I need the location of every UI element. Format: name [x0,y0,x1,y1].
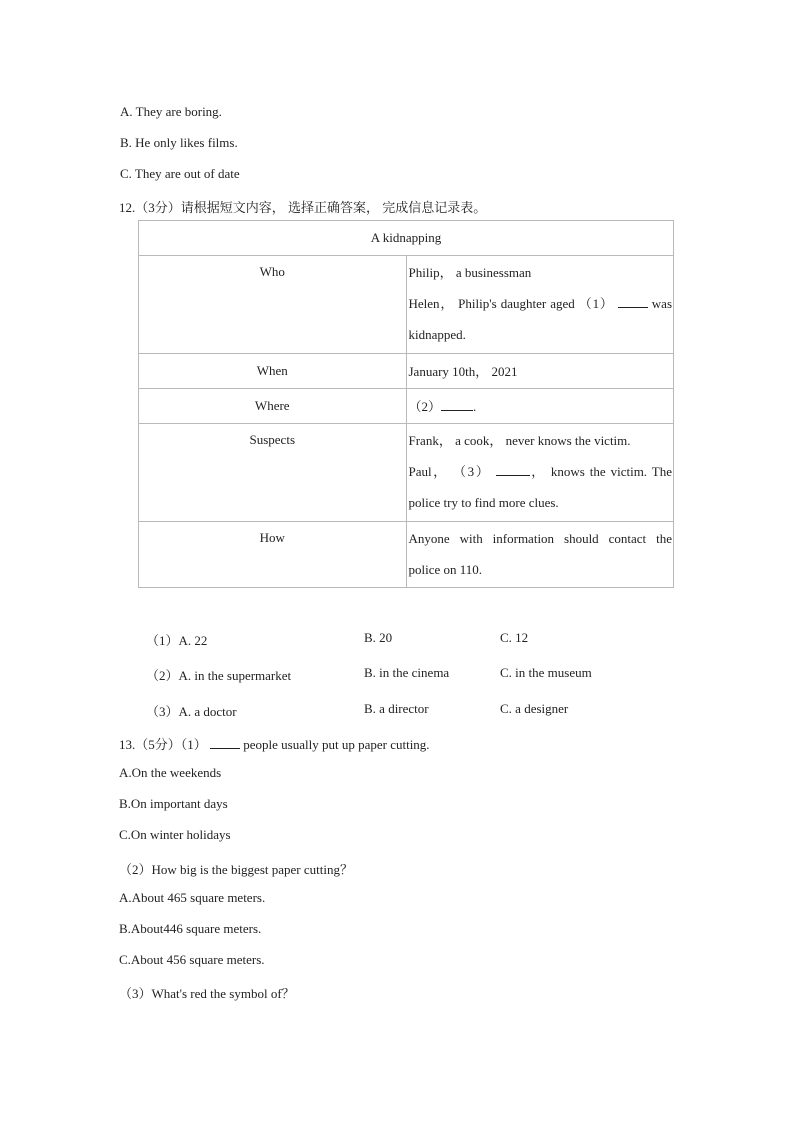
suspects-label: Suspects [139,424,407,522]
blank-2[interactable] [441,399,473,411]
table-heading: A kidnapping [139,221,674,256]
where-post: . [473,398,477,414]
q13-1-option-c[interactable]: C.On winter holidays [119,827,231,842]
suspects-line2-post: ， knows the victim. The police try to find more clues. [408,464,672,510]
suspects-value [406,424,674,522]
where-pre: （2） [408,398,442,414]
when-label: When [139,354,407,389]
info-record-table [138,220,674,588]
q11-option-a: A. They are boring. [120,104,222,119]
q13-blank-1[interactable] [210,737,240,749]
q13-1-option-b[interactable]: B.On important days [119,796,228,811]
q13-title-post: people usually put up paper cutting. [243,737,430,752]
q12-choice-2b[interactable]: B. in the cinema [364,665,450,680]
q12-choice-1c[interactable]: C. 12 [500,630,529,645]
who-line1: Philip， a businessman [408,265,532,280]
q12-choice-2c[interactable]: C. in the museum [500,665,592,680]
q12-title: 12.（3分）请根据短文内容， 选择正确答案， 完成信息记录表。 [119,200,487,215]
q13-2-stem: （2）How big is the biggest paper cutting？ [119,862,353,877]
q13-1-option-a[interactable]: A.On the weekends [119,765,222,780]
q13-2-option-c[interactable]: C.About 456 square meters. [119,952,265,967]
q12-choice-3b[interactable]: B. a director [364,701,429,716]
suspects-line2-pre: Paul， （3） [408,464,491,479]
where-value [406,389,674,424]
q13-2-option-a[interactable]: A.About 465 square meters. [119,890,266,905]
q11-option-b: B. He only likes films. [120,135,238,150]
who-line2-pre: Helen， Philip's daughter aged （1） [408,296,614,311]
how-label: How [139,522,407,588]
when-value: January 10th， 2021 [406,354,674,389]
q12-choice-1b[interactable]: B. 20 [364,630,393,645]
q13-title-pre: 13.（5分）（1） [119,737,207,752]
q13-3-stem: （3）What's red the symbol of？ [119,986,295,1001]
q13-2-option-b[interactable]: B.About446 square meters. [119,921,262,936]
who-label: Who [139,256,407,354]
where-label: Where [139,389,407,424]
blank-1[interactable] [618,296,648,308]
how-value: Anyone with information should contact the police on 110. [406,522,674,588]
who-line2-post: was kidnapped. [408,296,672,342]
who-value [406,256,674,354]
suspects-line1: Frank， a cook， never knows the victim. [408,433,631,448]
q11-option-c: C. They are out of date [120,166,240,181]
q12-choice-1a[interactable]: （1）A. 22 [146,633,208,648]
q12-choice-2a[interactable]: （2）A. in the supermarket [146,668,292,683]
q12-choice-3a[interactable]: （3）A. a doctor [146,704,237,719]
q13-title [119,734,430,753]
blank-3[interactable] [496,464,530,476]
q12-choice-3c[interactable]: C. a designer [500,701,569,716]
